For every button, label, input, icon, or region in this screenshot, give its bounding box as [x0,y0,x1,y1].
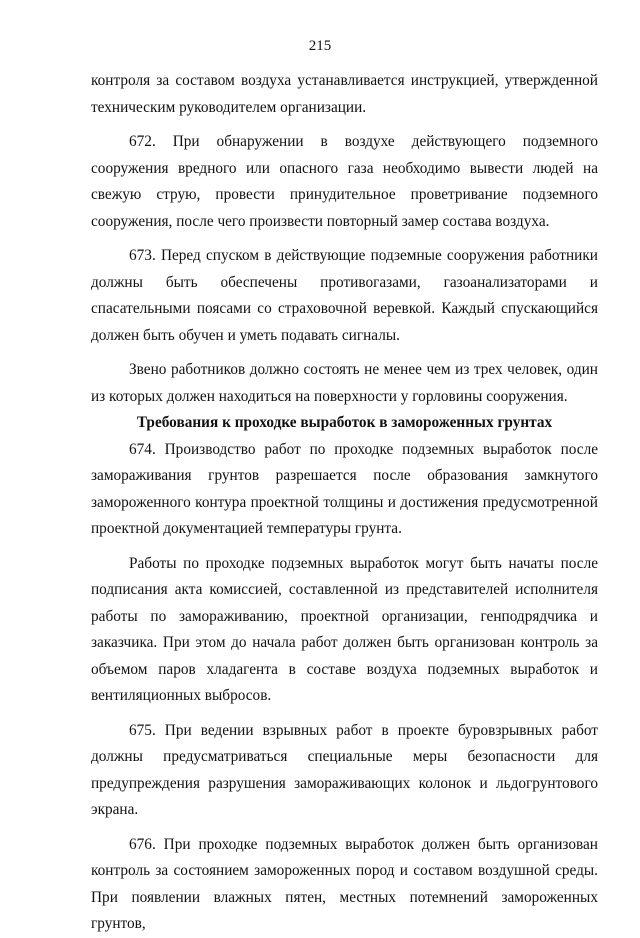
paragraph-crew: Звено работников должно состоять не менее чем из трех человек, один из которых должен находиться на поверхности у горловины сооружения. [91,361,598,405]
page-number: 215 [308,38,332,54]
paragraph-continuation: контроля за составом воздуха устанавливается инструкцией, утвержденной техническим руководителем организации. [91,72,598,116]
paragraph-673: 673. Перед спуском в действующие подземные сооружения работники должны быть обеспечены противогазами, газоанализаторами и спасательными поясами со страховочной веревкой. Каждый спускающийся должен быть обучен и уметь подавать сигналы. [91,247,598,344]
paragraph-672: 672. При обнаружении в воздухе действующего подземного сооружения вредного или опасного газа необходимо вывести людей на свежую струю, провести принудительное проветривание подземного сооружения, после чего произвести повторный замер состава воздуха. [91,133,598,230]
paragraph-675: 675. При ведении взрывных работ в проекте буровзрывных работ должны предусматриваться специальные меры безопасности для предупреждения разрушения замораживающих колонок и льдогрунтового экрана. [91,721,598,818]
section-heading: Требования к проходке выработок в замороженных грунтах [136,414,553,431]
paragraph-works-start: Работы по проходке подземных выработок могут быть начаты после подписания акта комиссией, составленной из представителей исполнителя работы по замораживанию, проектной организации, генподрядчика и заказчика. При этом до начала работ должен быть организован контроль за объемом паров хладагента в составе воздуха подземных выработок и вентиляционных выбросов. [91,554,598,704]
document-body [91,68,598,938]
paragraph-676: 676. При проходке подземных выработок должен быть организован контроль за состоянием замороженных пород и составом воздушной среды. При появлении влажных пятен, местных потемнений замороженных грунтов, [91,835,598,932]
paragraph-674: 674. Производство работ по проходке подземных выработок после замораживания грунтов разрешается после образования замкнутого замороженного контура проектной толщины и достижения предусмотренной проектной документацией температуры грунта. [91,440,598,537]
